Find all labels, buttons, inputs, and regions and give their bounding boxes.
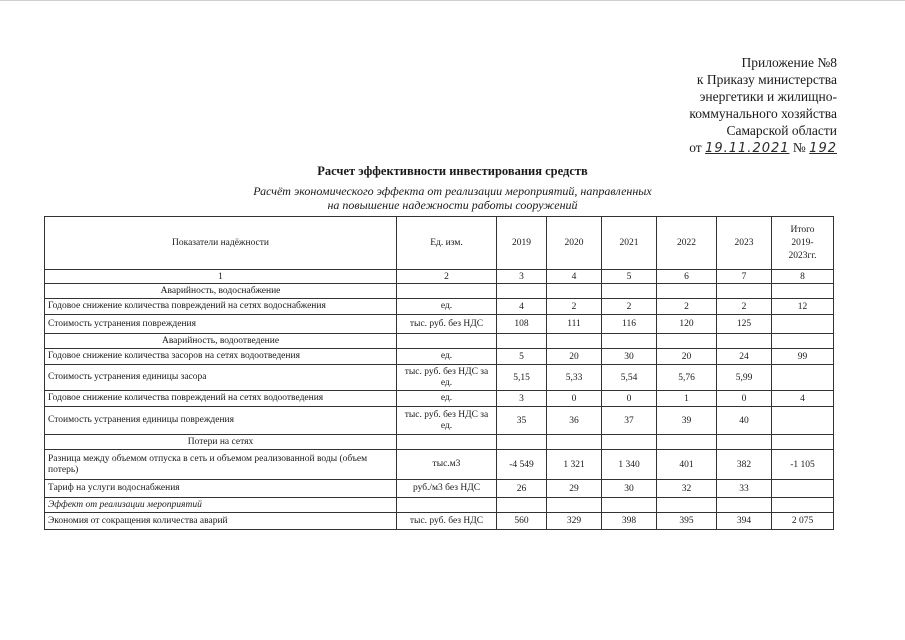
cell-value: 1 321: [547, 450, 602, 480]
cell-total: 2 075: [772, 513, 834, 530]
cell-value: 2: [717, 299, 772, 315]
cell-value: 111: [547, 315, 602, 334]
header-total-line: 2019-: [791, 237, 814, 248]
column-number: 7: [717, 270, 772, 284]
section-title: Потери на сетях: [45, 435, 397, 450]
row-unit: ед.: [397, 349, 497, 365]
column-number: 3: [497, 270, 547, 284]
row-unit: тыс. руб. без НДС: [397, 513, 497, 530]
cell-value: 5: [497, 349, 547, 365]
column-number: 2: [397, 270, 497, 284]
cell-value: 5,15: [497, 365, 547, 391]
table-row: [45, 315, 834, 334]
section-row: [45, 284, 834, 299]
cell-value: 35: [497, 407, 547, 435]
row-name: Стоимость устранения повреждения: [45, 315, 397, 334]
subtitle-line: Расчёт экономического эффекта от реализации мероприятий, направленных: [253, 184, 652, 198]
handwritten-number: 192: [809, 141, 837, 156]
cell-value: 3: [497, 391, 547, 407]
appendix-title: Приложение №8: [741, 55, 837, 70]
appendix-line: к Приказу министерства: [696, 72, 837, 87]
cell-total: 4: [772, 391, 834, 407]
row-unit: руб./м3 без НДС: [397, 480, 497, 498]
header-row: [45, 217, 834, 270]
row-name: Тариф на услуги водоснабжения: [45, 480, 397, 498]
cell-value: 108: [497, 315, 547, 334]
row-name: Стоимость устранения единицы засора: [45, 365, 397, 391]
cell-total: [772, 365, 834, 391]
cell-value: 36: [547, 407, 602, 435]
cell-value: 32: [657, 480, 717, 498]
table-row: [45, 349, 834, 365]
table-row: [45, 299, 834, 315]
appendix-line: энергетики и жилищно-: [699, 89, 837, 104]
cell-value: 120: [657, 315, 717, 334]
cell-value: 382: [717, 450, 772, 480]
cell-value: 125: [717, 315, 772, 334]
row-name: Стоимость устранения единицы повреждения: [45, 407, 397, 435]
row-name: Годовое снижение количества засоров на сетях водоотведения: [45, 349, 397, 365]
cell-value: 0: [602, 391, 657, 407]
table-row: [45, 450, 834, 480]
header-total: [772, 217, 834, 270]
row-unit: ед.: [397, 299, 497, 315]
column-number: 8: [772, 270, 834, 284]
section-title: Аварийность, водоотведение: [45, 334, 397, 349]
cell-value: 394: [717, 513, 772, 530]
column-number: 1: [45, 270, 397, 284]
table-row: [45, 407, 834, 435]
cell-value: 40: [717, 407, 772, 435]
number-prefix: №: [792, 140, 806, 155]
document-title: Расчет эффективности инвестирования средств: [317, 164, 588, 178]
row-unit: тыс.м3: [397, 450, 497, 480]
date-prefix: от: [689, 140, 702, 155]
cell-total: 12: [772, 299, 834, 315]
table-row: [45, 365, 834, 391]
header-year: 2021: [602, 217, 657, 270]
cell-value: 30: [602, 480, 657, 498]
header-indicator: Показатели надёжности: [45, 217, 397, 270]
row-unit: тыс. руб. без НДС за ед.: [397, 365, 497, 391]
cell-total: -1 105: [772, 450, 834, 480]
cell-total: [772, 480, 834, 498]
table-row: [45, 391, 834, 407]
appendix-line: коммунального хозяйства: [689, 106, 837, 121]
section-row: [45, 498, 834, 513]
table-row: [45, 513, 834, 530]
section-title: Аварийность, водоснабжение: [45, 284, 397, 299]
cell-value: 398: [602, 513, 657, 530]
row-name: Экономия от сокращения количества аварий: [45, 513, 397, 530]
header-unit: Ед. изм.: [397, 217, 497, 270]
cell-value: 5,33: [547, 365, 602, 391]
header-year: 2023: [717, 217, 772, 270]
row-name: Разница между объемом отпуска в сеть и объемом реализованной воды (объем потерь): [45, 450, 397, 480]
page-top-border: [0, 0, 905, 1]
cell-value: 2: [547, 299, 602, 315]
cell-total: 99: [772, 349, 834, 365]
column-number: 6: [657, 270, 717, 284]
header-total-line: 2023гг.: [788, 250, 817, 261]
cell-value: 0: [547, 391, 602, 407]
handwritten-date: 19.11.2021: [705, 141, 790, 156]
cell-total: [772, 407, 834, 435]
row-name: Годовое снижение количества повреждений на сетях водоотведения: [45, 391, 397, 407]
cell-value: 2: [657, 299, 717, 315]
cell-value: 329: [547, 513, 602, 530]
table-row: [45, 480, 834, 498]
cell-value: 20: [547, 349, 602, 365]
cell-value: 2: [602, 299, 657, 315]
cell-value: 116: [602, 315, 657, 334]
cell-total: [772, 315, 834, 334]
header-total-line: Итого: [790, 224, 815, 235]
cell-value: 1 340: [602, 450, 657, 480]
cell-value: 33: [717, 480, 772, 498]
section-row: [45, 334, 834, 349]
cell-value: 29: [547, 480, 602, 498]
appendix-block: [577, 54, 837, 157]
cell-value: 401: [657, 450, 717, 480]
cell-value: 37: [602, 407, 657, 435]
cell-value: 24: [717, 349, 772, 365]
row-unit: тыс. руб. без НДС: [397, 315, 497, 334]
cell-value: 0: [717, 391, 772, 407]
cell-value: -4 549: [497, 450, 547, 480]
document-subtitle: [0, 184, 905, 212]
order-date-number: [577, 139, 837, 157]
column-number: 4: [547, 270, 602, 284]
header-year: 2019: [497, 217, 547, 270]
cell-value: 39: [657, 407, 717, 435]
section-row: [45, 435, 834, 450]
header-year: 2020: [547, 217, 602, 270]
section-title: Эффект от реализации мероприятий: [45, 498, 397, 513]
cell-value: 26: [497, 480, 547, 498]
row-unit: тыс. руб. без НДС за ед.: [397, 407, 497, 435]
reliability-table: [44, 216, 834, 530]
cell-value: 30: [602, 349, 657, 365]
cell-value: 395: [657, 513, 717, 530]
column-number-row: [45, 270, 834, 284]
row-unit: ед.: [397, 391, 497, 407]
row-name: Годовое снижение количества повреждений на сетях водоснабжения: [45, 299, 397, 315]
cell-value: 20: [657, 349, 717, 365]
subtitle-line: на повышение надежности работы сооружений: [327, 198, 578, 212]
cell-value: 4: [497, 299, 547, 315]
cell-value: 1: [657, 391, 717, 407]
column-number: 5: [602, 270, 657, 284]
cell-value: 560: [497, 513, 547, 530]
header-year: 2022: [657, 217, 717, 270]
cell-value: 5,76: [657, 365, 717, 391]
cell-value: 5,99: [717, 365, 772, 391]
cell-value: 5,54: [602, 365, 657, 391]
appendix-line: Самарской области: [726, 123, 837, 138]
